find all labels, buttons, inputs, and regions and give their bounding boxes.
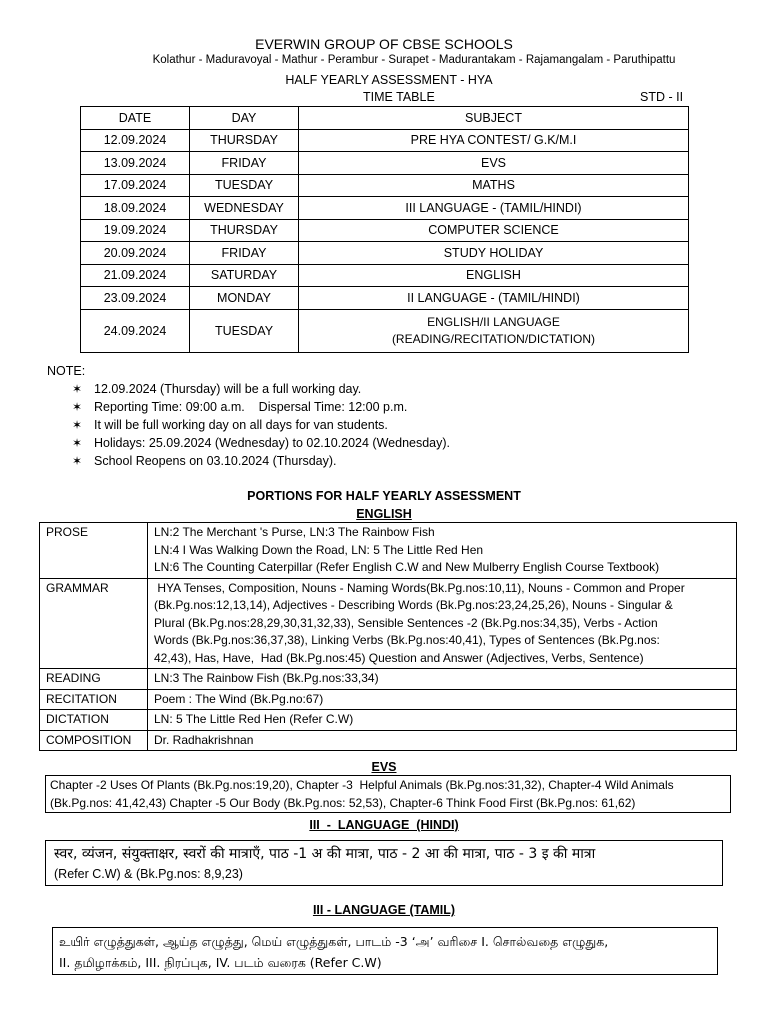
content-line: (Bk.Pg.nos: 41,42,43) Chapter -5 Our Body (Bk.Pg.nos: 52,53), Chapter-6 Think Food First (Bk.Pg.nos: 61,62) (50, 795, 636, 810)
content-line: Plural (Bk.Pg.nos:28,29,30,31,32,33), Sensible Sentences -2 (Bk.Pg.nos:34,35), Verbs - Action (154, 615, 658, 630)
day-cell: THURSDAY (190, 219, 299, 242)
star-bullet-icon: ✶ (72, 400, 83, 414)
table-header-row (81, 107, 689, 130)
section-content (148, 578, 737, 669)
list-item (72, 416, 450, 434)
list-item (72, 452, 450, 470)
content-line: II. தமிழாக்கம், III. நிரப்புக, IV. படம் வரைக (Refer C.W) (59, 955, 382, 970)
content-line: Poem : The Wind (Bk.Pg.no:67) (154, 691, 324, 706)
date-cell: 19.09.2024 (81, 219, 190, 242)
english-portions-table (39, 522, 737, 751)
table-row (40, 730, 737, 751)
date-cell: 24.09.2024 (81, 309, 190, 352)
day-cell: THURSDAY (190, 129, 299, 152)
hindi-heading: III - LANGUAGE (HINDI) (309, 818, 459, 832)
content-line: LN:3 The Rainbow Fish (Bk.Pg.nos:33,34) (154, 671, 379, 685)
subject-cell: III LANGUAGE - (TAMIL/HINDI) (299, 197, 689, 220)
table-row (40, 669, 737, 690)
section-content (148, 730, 737, 751)
section-label: READING (40, 669, 148, 690)
date-cell: 21.09.2024 (81, 264, 190, 287)
table-row (81, 197, 689, 220)
table-row (40, 523, 737, 579)
timetable-title: TIME TABLE (363, 90, 435, 104)
list-item (72, 380, 450, 398)
note-text: It will be full working day on all days for van students. (94, 418, 388, 432)
content-line: Dr. Radhakrishnan (154, 732, 254, 747)
note-text: Reporting Time: 09:00 a.m. Dispersal Time: 12:00 p.m. (94, 400, 408, 414)
date-cell: 12.09.2024 (81, 129, 190, 152)
table-row (40, 710, 737, 731)
content-line: स्वर, व्यंजन, संयुक्ताक्षर, स्वरों की मात्राएँ, पाठ -1 अ की मात्रा, पाठ - 2 आ की मात्रा, पाठ - 3 इ की मात्रा (54, 846, 596, 862)
content-line: உயிர் எழுத்துகள், ஆய்த எழுத்து, மெய் எழுத்துகள், பாடம் -3 ‘அ’ வரிசை I. சொல்வதை எழுதுக, (59, 934, 609, 949)
exam-timetable (80, 106, 689, 353)
school-group-title: EVERWIN GROUP OF CBSE SCHOOLS (255, 36, 513, 52)
branch-list: Kolathur - Maduravoyal - Mathur - Perambur - Surapet - Madurantakam - Rajamangalam - Paruthipattu (152, 54, 676, 66)
subject-cell: STUDY HOLIDAY (299, 242, 689, 265)
table-row (81, 174, 689, 197)
list-item (72, 434, 450, 452)
content-line: LN:4 I Was Walking Down the Road, LN: 5 The Little Red Hen (154, 542, 484, 557)
content-line: 42,43), Has, Have, Had (Bk.Pg.nos:45) Question and Answer (Adjectives, Verbs, Sentence) (154, 650, 644, 665)
table-row (81, 309, 689, 352)
table-row (81, 219, 689, 242)
date-cell: 18.09.2024 (81, 197, 190, 220)
column-header: DAY (190, 107, 299, 130)
star-bullet-icon: ✶ (72, 418, 83, 432)
standard-label: STD - II (640, 90, 684, 104)
star-bullet-icon: ✶ (72, 436, 83, 450)
section-content (148, 669, 737, 690)
star-bullet-icon: ✶ (72, 382, 83, 396)
section-content (148, 689, 737, 710)
note-text: School Reopens on 03.10.2024 (Thursday). (94, 454, 337, 468)
column-header: DATE (81, 107, 190, 130)
day-cell: MONDAY (190, 287, 299, 310)
date-cell: 17.09.2024 (81, 174, 190, 197)
date-cell: 13.09.2024 (81, 152, 190, 175)
day-cell: TUESDAY (190, 174, 299, 197)
date-cell: 20.09.2024 (81, 242, 190, 265)
subject-cell: PRE HYA CONTEST/ G.K/M.I (299, 129, 689, 152)
content-line: LN:2 The Merchant 's Purse, LN:3 The Rainbow Fish (154, 525, 435, 539)
subject-line: ENGLISH/II LANGUAGE (427, 314, 560, 329)
evs-portions-box (45, 775, 731, 813)
star-bullet-icon: ✶ (72, 454, 83, 468)
subject-cell: II LANGUAGE - (TAMIL/HINDI) (299, 287, 689, 310)
subject-cell: ENGLISH (299, 264, 689, 287)
list-item (72, 398, 450, 416)
day-cell: TUESDAY (190, 309, 299, 352)
assessment-title: HALF YEARLY ASSESSMENT - HYA (285, 73, 493, 87)
section-label: PROSE (40, 523, 148, 579)
notes-list (72, 380, 450, 470)
table-row (81, 264, 689, 287)
note-text: Holidays: 25.09.2024 (Wednesday) to 02.10.2024 (Wednesday). (94, 436, 451, 450)
content-line: (Refer C.W) & (Bk.Pg.nos: 8,9,23) (54, 867, 243, 881)
table-row (40, 689, 737, 710)
subject-cell: MATHS (299, 174, 689, 197)
day-cell: SATURDAY (190, 264, 299, 287)
content-line: Words (Bk.Pg.nos:36,37,38), Linking Verbs (Bk.Pg.nos:40,41), Types of Sentences (Bk.Pg.nos: (154, 633, 660, 647)
content-line: HYA Tenses, Composition, Nouns - Naming Words(Bk.Pg.nos:10,11), Nouns - Common and Proper (154, 580, 685, 595)
tamil-heading: III - LANGUAGE (TAMIL) (312, 903, 456, 917)
english-heading: ENGLISH (356, 507, 412, 521)
section-label: COMPOSITION (40, 730, 148, 751)
content-line: LN:6 The Counting Caterpillar (Refer English C.W and New Mulberry English Course Textbook) (154, 560, 660, 574)
portions-title: PORTIONS FOR HALF YEARLY ASSESSMENT (247, 489, 521, 503)
tamil-portions-box (52, 927, 718, 975)
section-content (148, 710, 737, 731)
content-line: (Bk.Pg.nos:12,13,14), Adjectives - Describing Words (Bk.Pg.nos:23,24,25,26), Nouns - Singular & (154, 598, 673, 612)
content-line: Chapter -2 Uses Of Plants (Bk.Pg.nos:19,20), Chapter -3 Helpful Animals (Bk.Pg.nos:31,32), Chapter-4 Wild Animals (50, 778, 674, 792)
day-cell: FRIDAY (190, 152, 299, 175)
table-row (81, 287, 689, 310)
evs-heading: EVS (371, 760, 397, 774)
subject-cell: EVS (299, 152, 689, 175)
subject-line: (READING/RECITATION/DICTATION) (391, 331, 596, 346)
section-label: GRAMMAR (40, 578, 148, 669)
note-label: NOTE: (47, 364, 86, 378)
subject-cell: COMPUTER SCIENCE (299, 219, 689, 242)
table-row (40, 578, 737, 669)
table-row (81, 152, 689, 175)
section-label: DICTATION (40, 710, 148, 731)
day-cell: FRIDAY (190, 242, 299, 265)
day-cell: WEDNESDAY (190, 197, 299, 220)
note-text: 12.09.2024 (Thursday) will be a full working day. (94, 382, 362, 396)
content-line: LN: 5 The Little Red Hen (Refer C.W) (154, 712, 354, 726)
hindi-portions-box (45, 840, 723, 886)
section-label: RECITATION (40, 689, 148, 710)
section-content (148, 523, 737, 579)
column-header: SUBJECT (299, 107, 689, 130)
table-row (81, 242, 689, 265)
date-cell: 23.09.2024 (81, 287, 190, 310)
table-row (81, 129, 689, 152)
subject-cell (299, 309, 689, 352)
